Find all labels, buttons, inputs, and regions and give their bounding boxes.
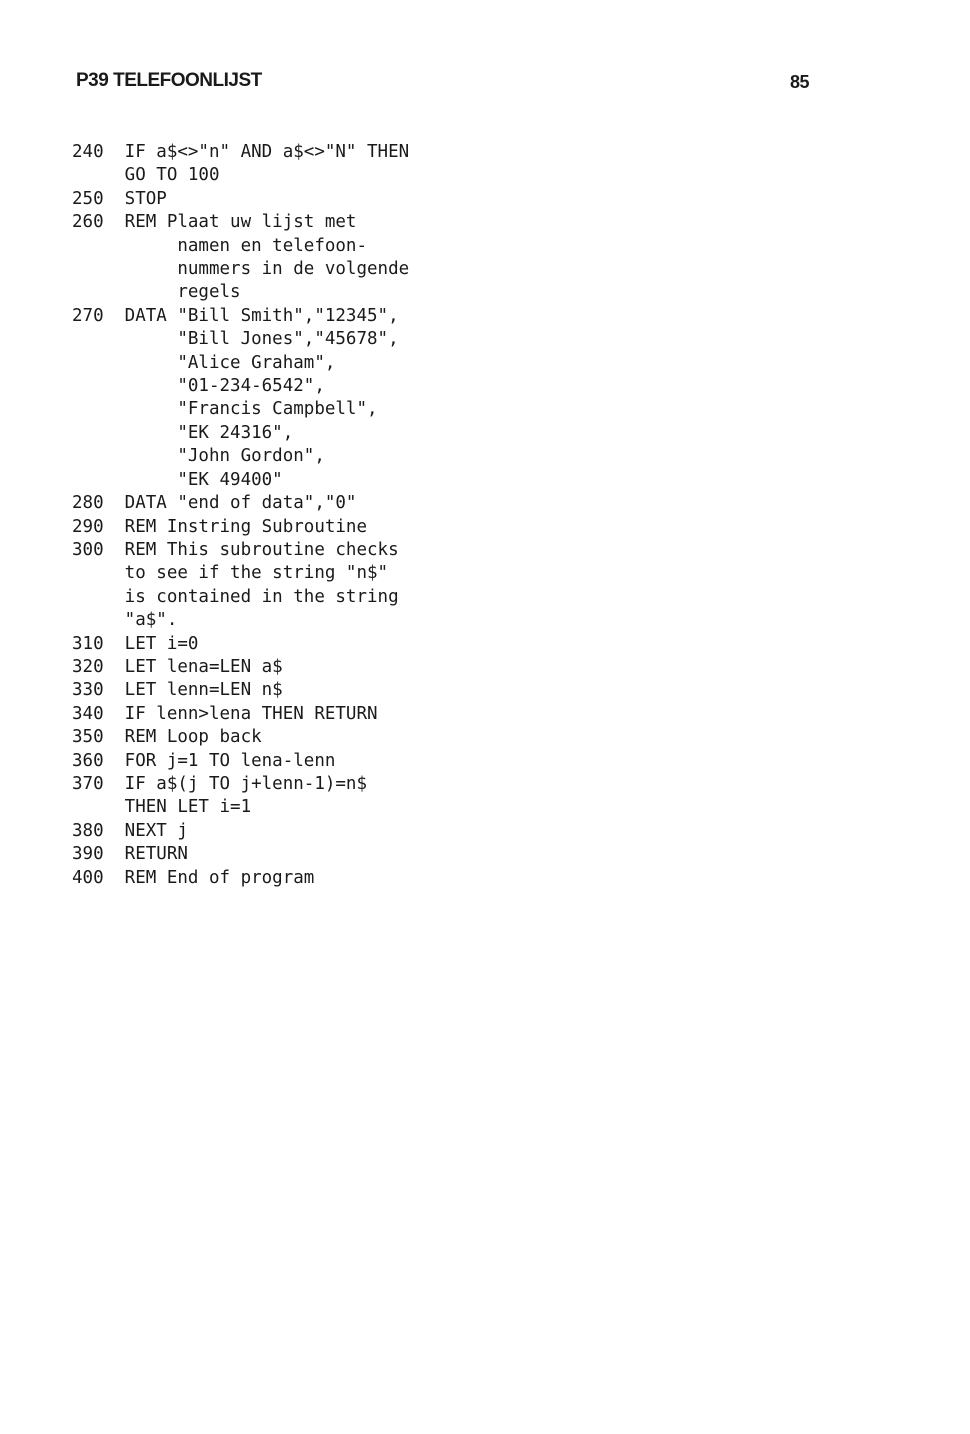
code-line: 350 REM Loop back [72,727,262,748]
code-line: 280 DATA "end of data","0" [72,493,357,514]
code-line: 340 IF lenn>lena THEN RETURN [72,703,378,724]
code-line: "Alice Graham", [72,352,336,373]
code-line: 370 IF a$(j TO j+lenn-1)=n$ [72,773,368,794]
code-line: regels [72,282,241,303]
code-line: "EK 24316", [72,422,294,443]
code-line: 400 REM End of program [72,867,315,888]
code-line: 310 LET i=0 [72,633,199,654]
code-line: "01-234-6542", [72,376,325,397]
code-line: "Francis Campbell", [72,399,378,420]
code-line: 240 IF a$<>"n" AND a$<>"N" THEN [72,142,410,162]
code-line: "John Gordon", [72,446,325,467]
code-line: "EK 49400" [72,469,283,490]
code-line: namen en telefoon- [72,235,368,256]
code-line: nummers in de volgende [72,259,410,280]
code-line: 390 RETURN [72,844,188,865]
code-line: GO TO 100 [72,165,220,186]
code-line: "Bill Jones","45678", [72,329,399,350]
code-line: THEN LET i=1 [72,797,252,818]
code-line: 260 REM Plaat uw lijst met [72,212,357,233]
page-number: 85 [790,72,810,92]
code-line: 330 LET lenn=LEN n$ [72,680,283,701]
code-line: to see if the string "n$" [72,563,389,584]
code-line: "a$". [72,610,178,631]
code-line: 360 FOR j=1 TO lena-lenn [72,750,336,771]
code-line: 300 REM This subroutine checks [72,539,399,560]
code-line: 290 REM Instring Subroutine [72,516,368,537]
code-line: 380 NEXT j [72,820,188,841]
page-title: P39 TELEFOONLIJST [76,70,262,91]
code-line: 270 DATA "Bill Smith","12345", [72,305,399,326]
code-line: is contained in the string [72,586,399,607]
code-line: 250 STOP [72,188,167,209]
program-listing [72,141,409,890]
code-line: 320 LET lena=LEN a$ [72,656,283,677]
